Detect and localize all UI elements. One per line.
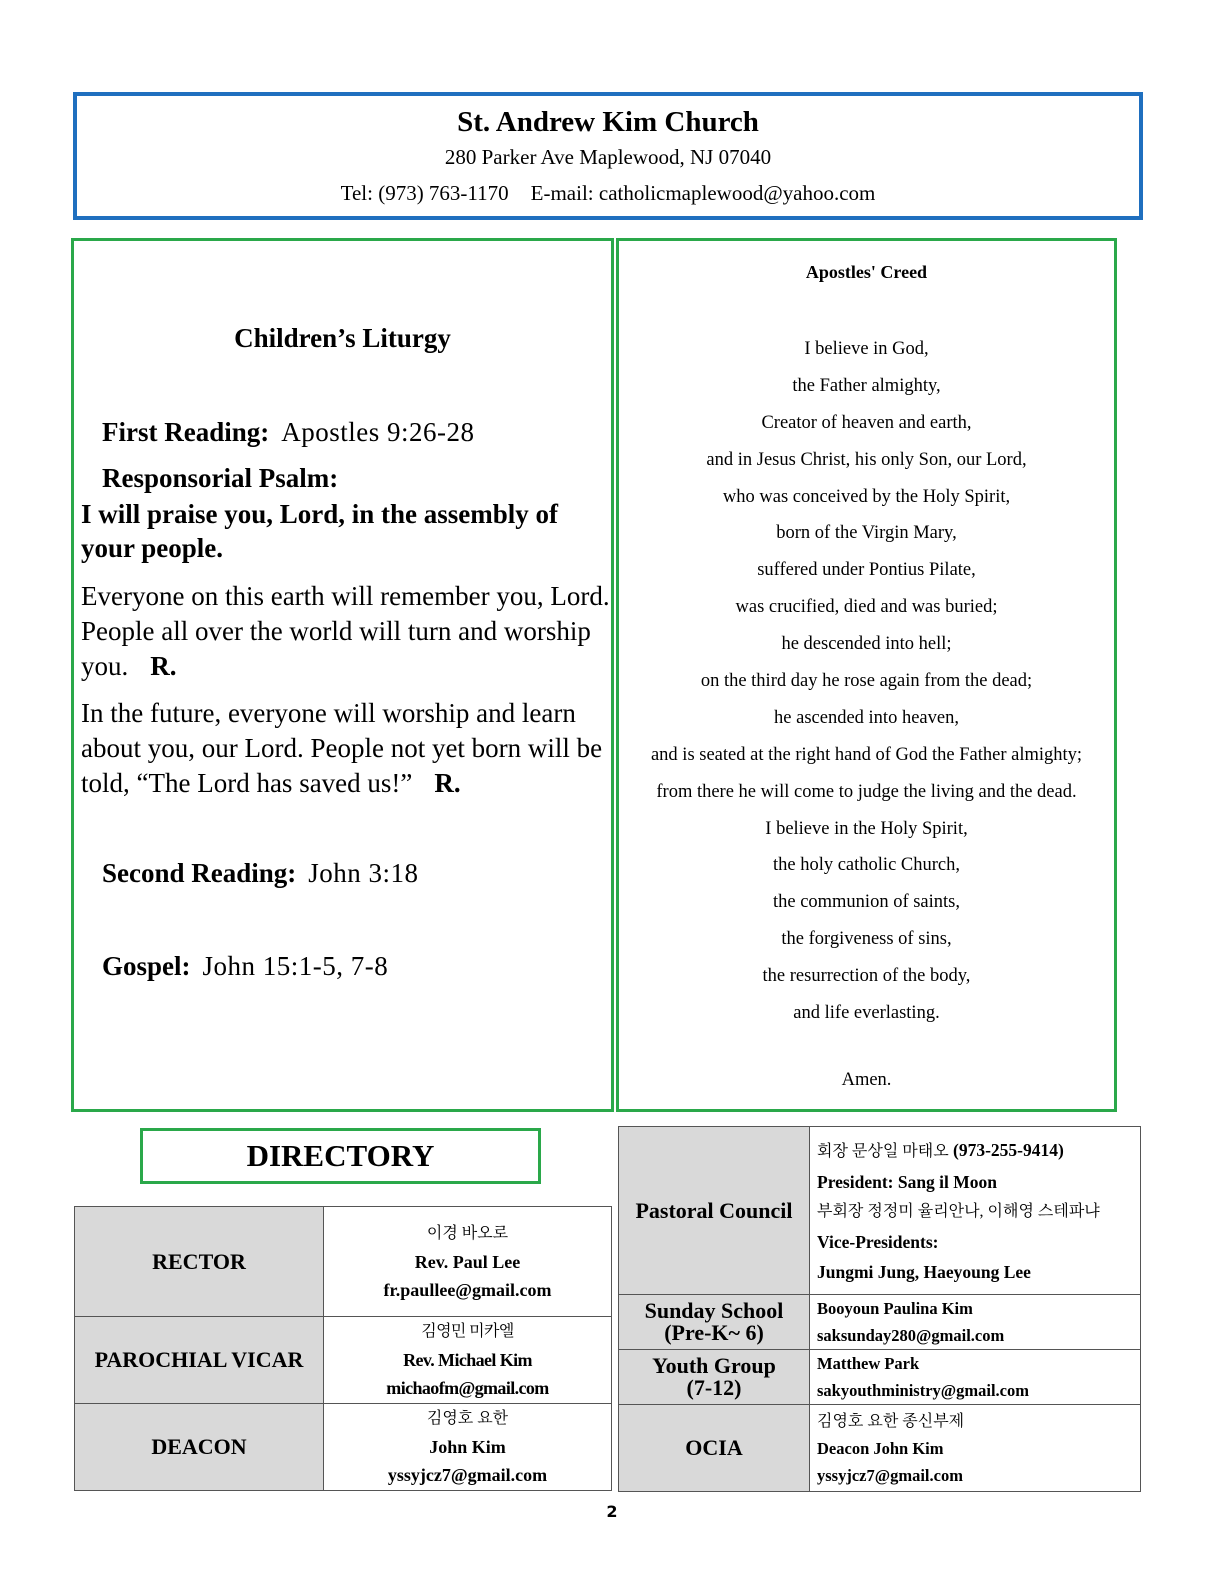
creed-line: the resurrection of the body, <box>762 966 971 987</box>
psalm-verse-2 <box>81 696 611 801</box>
childrens-liturgy-box <box>71 238 614 1112</box>
creed-line: was crucified, died and was buried; <box>735 597 998 618</box>
staff-role: PAROCHIAL VICAR <box>75 1317 324 1404</box>
creed-line: and is seated at the right hand of God the Father almighty; <box>650 744 1083 765</box>
directory-title: DIRECTORY <box>140 1128 541 1184</box>
psalm-verse-1-text: Everyone on this earth will remember you, Lord. People all over the world will turn and worship you. <box>81 581 610 681</box>
council-directory-table <box>618 1126 1141 1492</box>
creed-line: born of the Virgin Mary, <box>776 523 957 544</box>
contact-name: Deacon John Kim <box>817 1438 944 1458</box>
president-phone: (973-255-9414) <box>953 1139 1064 1160</box>
staff-korean-name: 이경 바오로 <box>426 1224 509 1242</box>
group-name: OCIA <box>619 1405 810 1492</box>
group-name <box>619 1295 810 1350</box>
gospel-label: Gospel: <box>102 951 191 981</box>
creed-line: on the third day he rose again from the dead; <box>700 671 1033 692</box>
second-reading-value: John 3:18 <box>308 858 419 888</box>
second-reading-label: Second Reading: <box>102 858 297 888</box>
vp-korean-names: 부회장 정정미 율리안나, 이해영 스테파냐 <box>817 1202 1100 1220</box>
creed-line: I believe in God, <box>804 339 929 359</box>
response-marker: R. <box>150 651 177 681</box>
church-name: St. Andrew Kim Church <box>457 106 759 138</box>
psalm-label: Responsorial Psalm: <box>102 463 339 493</box>
creed-line: the forgiveness of sins, <box>781 929 952 950</box>
table-row <box>619 1127 1141 1295</box>
creed-line: Creator of heaven and earth, <box>761 412 972 433</box>
creed-line: the Father almighty, <box>792 375 941 396</box>
president-korean-line <box>817 1135 1140 1167</box>
staff-name: Rev. Paul Lee <box>414 1251 521 1272</box>
first-reading-value: Apostles 9:26-28 <box>281 417 475 447</box>
table-row <box>619 1295 1141 1350</box>
staff-role: DEACON <box>75 1404 324 1491</box>
second-reading <box>102 858 419 889</box>
staff-directory-table <box>74 1206 612 1491</box>
staff-info <box>324 1317 612 1404</box>
psalm-verse-2-text: In the future, everyone will worship and learn about you, our Lord. People not yet born will be told, “The Lord has saved us!” <box>81 698 603 798</box>
staff-email: fr.paullee@gmail.com <box>383 1279 552 1300</box>
group-name <box>619 1350 810 1405</box>
first-reading <box>102 417 474 448</box>
creed-line: I believe in the Holy Spirit, <box>765 818 968 839</box>
response-marker: R. <box>434 768 461 798</box>
group-info <box>810 1295 1141 1350</box>
staff-info <box>324 1207 612 1317</box>
first-reading-label: First Reading: <box>102 417 270 447</box>
group-info <box>810 1350 1141 1405</box>
creed-line: the communion of saints, <box>772 892 961 913</box>
creed-title: Apostles' Creed <box>805 262 928 282</box>
contact-name: Booyoun Paulina Kim <box>817 1299 973 1318</box>
church-header <box>73 92 1143 220</box>
staff-name: Rev. Michael Kim <box>403 1350 532 1370</box>
contact-email: yssyjcz7@gmail.com <box>817 1465 963 1485</box>
group-name-line: Sunday School <box>644 1298 784 1323</box>
vp-label: Vice-Presidents: <box>817 1231 939 1252</box>
church-contact <box>77 180 1139 206</box>
liturgy-title: Children’s Liturgy <box>234 323 451 353</box>
group-name-line: Youth Group <box>652 1353 776 1378</box>
table-row <box>75 1317 612 1404</box>
psalm-response: I will praise you, Lord, in the assembly of your people. <box>81 499 559 563</box>
creed-line: and life everlasting. <box>793 1003 940 1024</box>
page-number: 2 <box>606 1502 618 1521</box>
staff-role: RECTOR <box>75 1207 324 1317</box>
creed-line: from there he will come to judge the living and the dead. <box>656 781 1077 802</box>
group-name-line: (Pre-K~ 6) <box>664 1320 764 1345</box>
group-name-line: (7-12) <box>686 1375 742 1400</box>
table-row <box>619 1350 1141 1405</box>
creed-line: who was conceived by the Holy Spirit, <box>722 486 1011 507</box>
gospel-reading <box>102 951 388 982</box>
table-row <box>75 1207 612 1317</box>
president-korean-name: 회장 문상일 마태오 <box>817 1142 949 1160</box>
president-name: President: Sang il Moon <box>817 1171 998 1192</box>
creed-line: he ascended into heaven, <box>774 707 959 728</box>
staff-info <box>324 1404 612 1491</box>
creed-line: suffered under Pontius Pilate, <box>757 560 976 581</box>
group-name: Pastoral Council <box>619 1127 810 1295</box>
creed-line: he descended into hell; <box>781 634 952 655</box>
table-row <box>619 1405 1141 1492</box>
group-info <box>810 1127 1141 1295</box>
church-phone: Tel: (973) 763-1170 <box>340 181 509 205</box>
creed-amen: Amen. <box>841 1070 892 1090</box>
creed-lines <box>619 331 1114 1032</box>
staff-korean-name: 김영민 미카엘 <box>421 1323 514 1340</box>
church-address: 280 Parker Ave Maplewood, NJ 07040 <box>444 145 772 169</box>
gospel-value: John 15:1-5, 7-8 <box>202 951 389 981</box>
vp-names: Jungmi Jung, Haeyoung Lee <box>817 1261 1031 1282</box>
staff-email: michaofm@gmail.com <box>386 1378 549 1398</box>
creed-line: the holy catholic Church, <box>772 855 960 876</box>
contact-name: Matthew Park <box>817 1354 920 1373</box>
apostles-creed-box <box>616 238 1117 1112</box>
staff-email: yssyjcz7@gmail.com <box>387 1465 548 1485</box>
staff-name: John Kim <box>429 1437 506 1457</box>
psalm-verse-1 <box>81 579 611 684</box>
creed-line: and in Jesus Christ, his only Son, our Lord, <box>706 449 1027 470</box>
group-info <box>810 1405 1141 1492</box>
contact-email: saksunday280@gmail.com <box>817 1326 1005 1345</box>
contact-korean-name: 김영호 요한 종신부제 <box>817 1412 965 1430</box>
church-email: E-mail: catholicmaplewood@yahoo.com <box>530 181 876 205</box>
staff-korean-name: 김영호 요한 <box>426 1410 509 1427</box>
contact-email: sakyouthministry@gmail.com <box>817 1381 1029 1400</box>
table-row <box>75 1404 612 1491</box>
